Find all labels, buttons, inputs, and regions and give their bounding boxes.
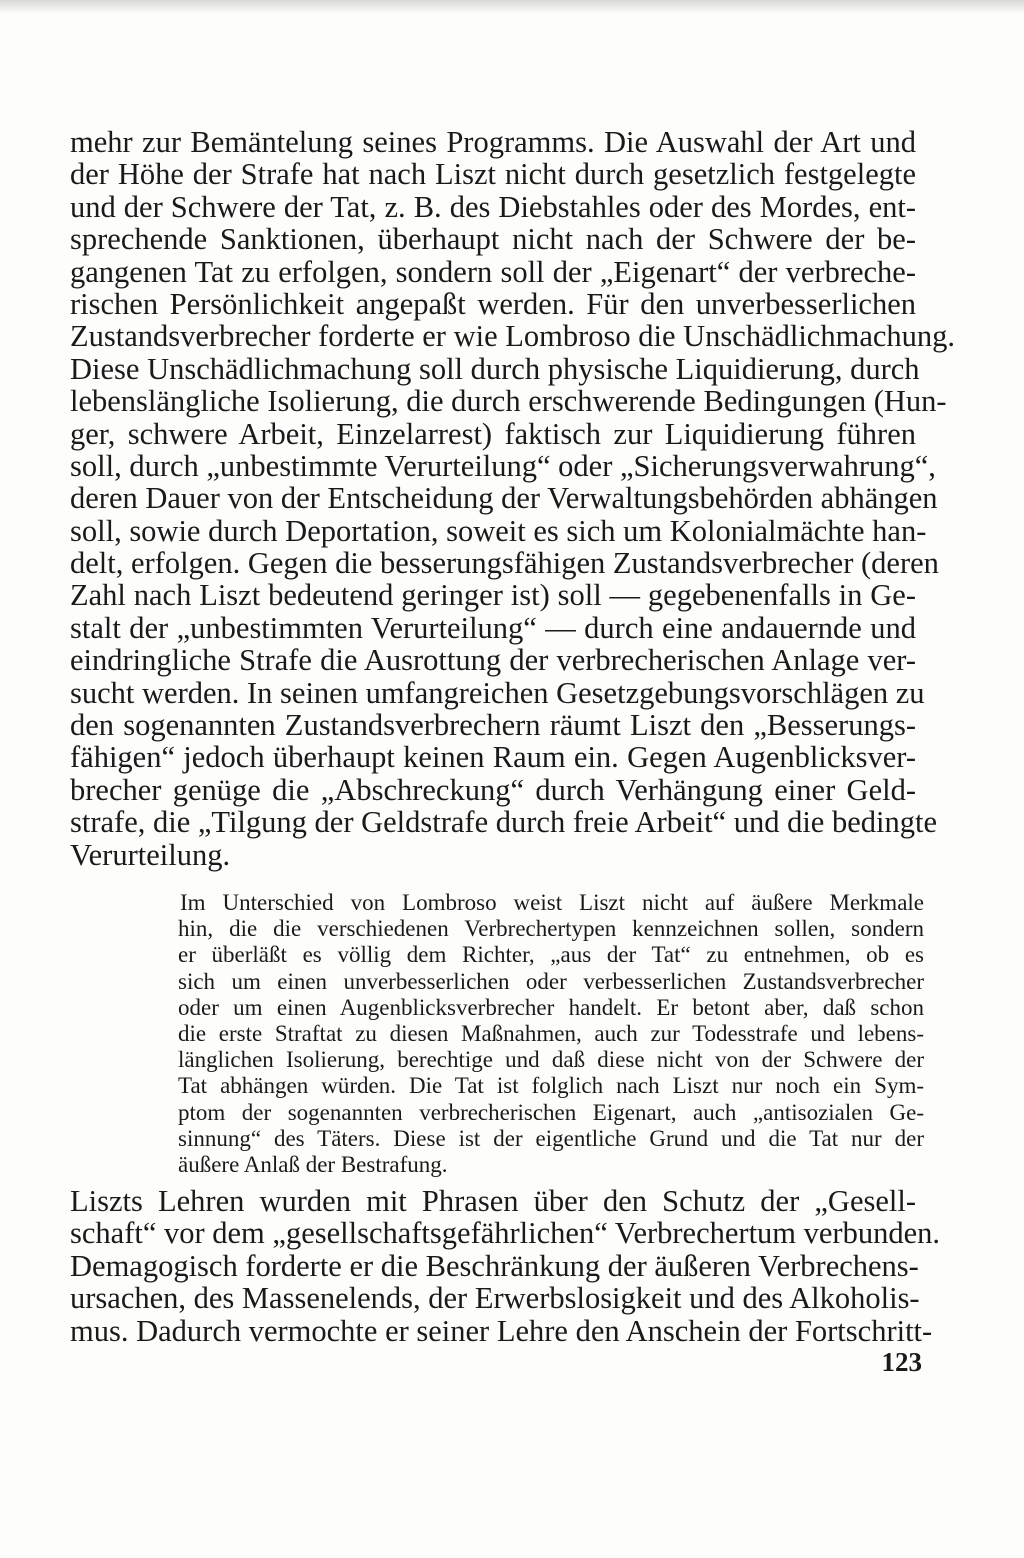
text-line: mehr zur Bemäntelung seines Programms. Die Auswahl der Art und [70,125,916,159]
text-line: soll, durch „unbestimmte Verurteilung“ oder „Sicherungsverwahrung“, [70,448,936,483]
note-line: länglichen Isolierung, berechtige und daß diese nicht von der Schwere der [178,1047,924,1073]
text-line: gangenen Tat zu erfolgen, sondern soll der „Eigenart“ der verbreche- [70,254,916,289]
text-line: Zustandsverbrecher forderte er wie Lombroso die Unschädlichmachung. [70,319,956,354]
text-line: fähigen“ jedoch überhaupt keinen Raum ein. Gegen Augenblicksver- [70,740,916,775]
text-line: rischen Persönlichkeit angepaßt werden. Für den unverbesserlichen [70,286,916,321]
text-line: stalt der „unbestimmten Verurteilung“ — durch eine andauernde und [70,610,916,645]
note-line: hin, die die verschiedenen Verbrechertypen kennzeichnen sollen, sondern [178,916,924,942]
main-paragraph-2 [70,1184,940,1348]
text-line: eindringliche Strafe die Ausrottung der verbrecherischen Anlage ver- [70,643,916,678]
text-line: sucht werden. In seinen umfangreichen Gesetzgebungsvorschlägen zu [70,675,925,710]
text-line: soll, sowie durch Deportation, soweit es sich um Kolonialmächte han- [70,513,927,548]
text-line: delt, erfolgen. Gegen die besserungsfähigen Zustandsverbrecher (deren [70,546,939,581]
note-line: Im Unterschied von Lombroso weist Liszt nicht auf äußere Merkmale [180,890,924,915]
note-line: die erste Straftat zu diesen Maßnahmen, auch zur Todesstrafe und lebens- [178,1020,924,1046]
text-line: lebenslängliche Isolierung, die durch erschwerende Bedingungen (Hun- [70,384,947,419]
text-line: deren Dauer von der Entscheidung der Verwaltungsbehörden abhängen [70,481,938,516]
text-line: Diese Unschädlichmachung soll durch physische Liquidierung, durch [70,351,920,386]
page-top-edge [0,0,1024,14]
text-line: der Höhe der Strafe hat nach Liszt nicht durch gesetzlich festgelegte [70,157,916,192]
text-line: den sogenannten Zustandsverbrechern räumt Liszt den „Besserungs- [70,708,916,743]
note-paragraph [178,890,924,1178]
page-number: 123 [881,1347,922,1377]
text-line: strafe, die „Tilgung der Geldstrafe durch freie Arbeit“ und die bedingte [70,805,937,840]
note-line: oder um einen Augenblicksverbrecher handelt. Er betont aber, daß schon [178,994,924,1020]
note-line: äußere Anlaß der Bestrafung. [178,1151,448,1177]
note-line: sich um einen unverbesserlichen oder verbesserlichen Zustandsverbrecher [178,968,924,994]
text-line: brecher genüge die „Abschreckung“ durch Verhängung einer Geld- [70,772,916,807]
text-line: ursachen, des Massenelends, der Erwerbslosigkeit und des Alkoholis- [70,1281,920,1316]
text-line: Zahl nach Liszt bedeutend geringer ist) soll — gegebenenfalls in Ge- [70,578,916,613]
text-line: sprechende Sanktionen, überhaupt nicht nach der Schwere der be- [70,222,916,257]
note-line: sinnung“ des Täters. Diese ist der eigentliche Grund und die Tat nur der [178,1125,924,1151]
text-line: und der Schwere der Tat, z. B. des Diebstahles oder des Mordes, ent- [70,189,916,224]
text-line: mus. Dadurch vermochte er seiner Lehre den Anschein der Fortschritt- [70,1313,933,1348]
main-paragraph-1 [70,125,956,872]
text-line: Demagogisch forderte er die Beschränkung der äußeren Verbrechens- [70,1248,919,1283]
note-line: er überläßt es völlig dem Richter, „aus der Tat“ zu entnehmen, ob es [178,942,924,968]
note-line: Tat abhängen würden. Die Tat ist folglich nach Liszt nur noch ein Sym- [178,1073,924,1099]
text-line: Liszts Lehren wurden mit Phrasen über den Schutz der „Gesell- [70,1184,916,1218]
text-line: Verurteilung. [70,837,231,872]
text-line: ger, schwere Arbeit, Einzelarrest) faktisch zur Liquidierung führen [70,416,916,451]
note-line: ptom der sogenannten verbrecherischen Eigenart, auch „antisozialen Ge- [178,1099,924,1125]
text-line: schaft“ vor dem „gesellschaftsgefährlichen“ Verbrechertum verbunden. [70,1216,940,1251]
